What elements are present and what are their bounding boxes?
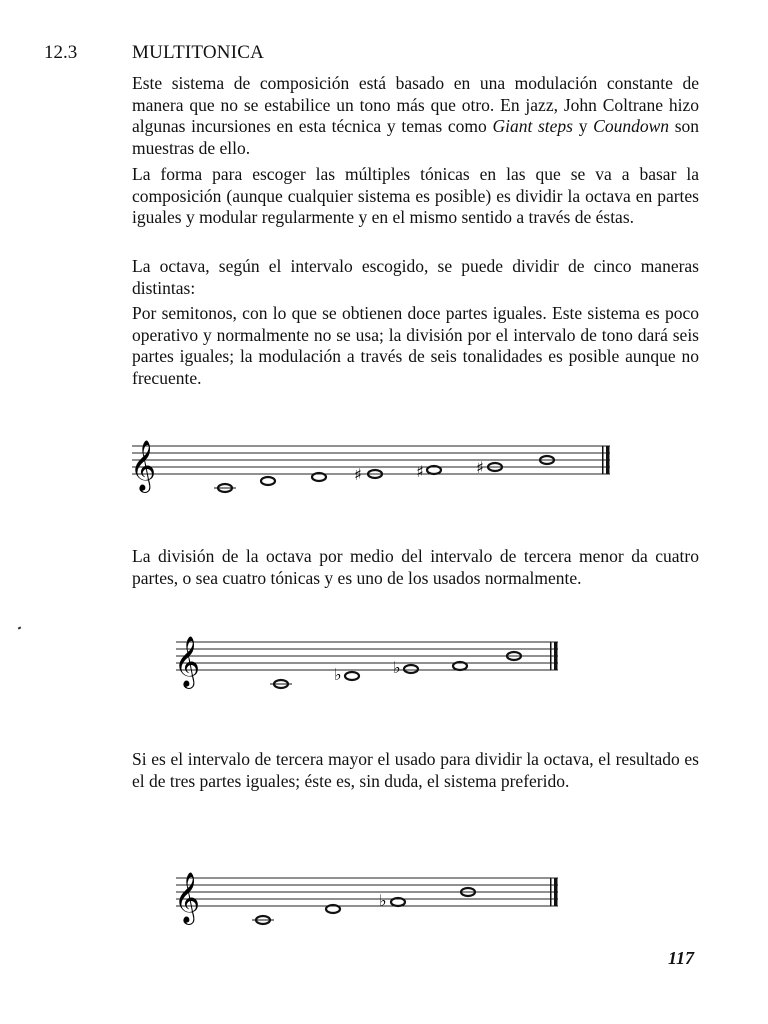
treble-clef-icon: 𝄞: [130, 440, 157, 491]
paragraph-2: La forma para escoger las múltiples tónicas en las que se va a basar la composición (aunque cualquier sistema es posible) es dividir la octava en partes iguales y modular regularmente y en el mismo sentido a través de éstas.: [132, 164, 699, 227]
paragraph-1: [132, 73, 699, 159]
paragraph-1-text-a: Este sistema de composición está basado en una modulación constante de manera que no se estabilice un tono más que otro. En jazz, John Coltrane hizo algunas incursiones en esta técnica y temas como: [132, 73, 699, 136]
staff-lines: [176, 642, 558, 670]
note-e-flat-4: [334, 665, 359, 684]
note-a-flat-4: [379, 891, 405, 910]
note-c4: [252, 916, 274, 924]
sharp-icon: ♯: [416, 462, 424, 481]
flat-icon: ♭: [379, 891, 387, 910]
paragraph-1-text-c: son muestras de ello.: [132, 116, 700, 158]
music-example-minor-thirds: [172, 630, 572, 694]
note-c4: [214, 484, 236, 492]
note-g-flat-4: [393, 658, 418, 677]
section-number: 12.3: [44, 42, 78, 63]
treble-clef-icon: 𝄞: [174, 636, 201, 687]
staff-lines: [176, 878, 558, 906]
section-title: MULTITONICA: [132, 42, 265, 63]
music-example-whole-tone: [128, 436, 618, 500]
paragraph-4: Por semitonos, con lo que se obtienen doce partes iguales. Este sistema es poco operativo y normalmente no se usa; la división por el intervalo de tono dará seis partes iguales; la modulación a través de seis tonalidades es posible aunque no frecuente.: [132, 303, 699, 388]
stray-mark: [18, 626, 22, 629]
note-d4: [261, 477, 275, 485]
flat-icon: ♭: [393, 658, 401, 677]
music-example-major-thirds: [172, 866, 572, 930]
paragraph-6: Si es el intervalo de tercera mayor el usado para dividir la octava, el resultado es el de tres partes iguales; éste es, sin duda, el sistema preferido.: [132, 749, 699, 791]
page-number: 117: [668, 948, 695, 968]
paragraph-3: La octava, según el intervalo escogido, se puede dividir de cinco maneras distintas:: [132, 256, 699, 298]
note-c4: [270, 680, 292, 688]
song-title-coundown: Coundown: [593, 116, 669, 136]
song-title-giant-steps: Giant steps: [492, 116, 573, 136]
paragraph-5: La división de la octava por medio del intervalo de tercera menor da cuatro partes, o sea cuatro tónicas y es uno de los usados normalmente.: [132, 546, 699, 588]
flat-icon: ♭: [334, 665, 342, 684]
treble-clef-icon: 𝄞: [174, 872, 201, 923]
paragraph-1-text-b: y: [573, 116, 594, 136]
note-g-sharp-4: [416, 462, 441, 481]
sharp-icon: ♯: [476, 458, 484, 477]
sharp-icon: ♯: [354, 465, 362, 484]
